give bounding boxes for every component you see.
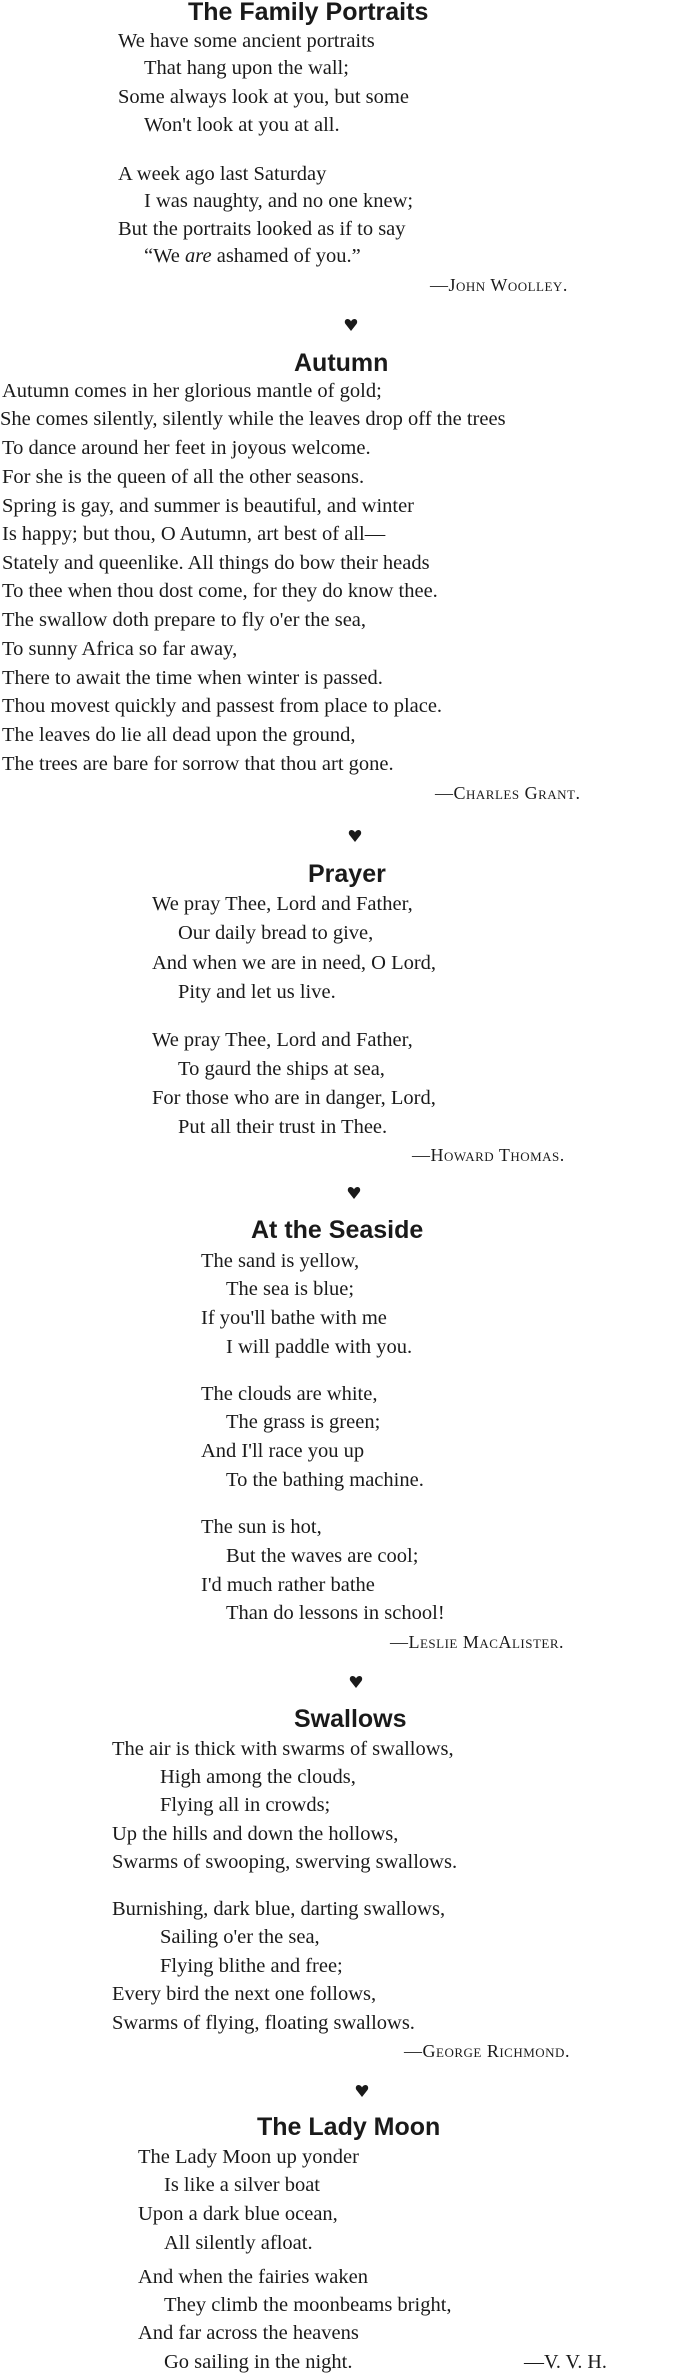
poem-line: The sea is blue; (226, 1278, 355, 1300)
poem-title: Autumn (294, 349, 389, 377)
poem-line: Than do lessons in school! (226, 1602, 445, 1624)
poem-line: She comes silently, silently while the leaves drop off the trees (0, 408, 506, 430)
poem-line: The grass is green; (226, 1411, 381, 1433)
poem-line: That hang upon the wall; (144, 57, 349, 79)
poem-line: We pray Thee, Lord and Father, (152, 893, 413, 915)
poem-line: Spring is gay, and summer is beautiful, and winter (2, 495, 415, 517)
poem-line: And far across the heavens (138, 2322, 359, 2344)
poem-attribution (524, 2349, 607, 2375)
poem-title: Swallows (294, 1705, 407, 1733)
heart-leaf-icon (344, 318, 358, 332)
author-name: —George Richmond. (404, 2041, 570, 2061)
poem-line: Some always look at you, but some (118, 86, 409, 108)
poem-line: They climb the moonbeams bright, (164, 2294, 452, 2316)
poem-line: But the portraits looked as if to say (118, 218, 406, 240)
poem-line: High among the clouds, (160, 1766, 356, 1788)
poem-line: Our daily bread to give, (178, 922, 374, 944)
poem-line: Every bird the next one follows, (112, 1983, 377, 2005)
poem-line: All silently afloat. (164, 2232, 313, 2254)
poem-line: Won't look at you at all. (144, 114, 340, 136)
poem-line: The Lady Moon up yonder (138, 2146, 359, 2168)
poem-line: Burnishing, dark blue, darting swallows, (112, 1898, 446, 1920)
author-name: —Leslie MacAlister. (390, 1632, 564, 1652)
poem-line: The swallow doth prepare to fly o'er the sea, (2, 609, 367, 631)
poem-line: To sunny Africa so far away, (2, 638, 238, 660)
poem-line: I was naughty, and no one knew; (144, 190, 414, 212)
heart-leaf-icon (347, 1186, 361, 1200)
poem-line: The sun is hot, (201, 1516, 322, 1538)
poem-line: Go sailing in the night. (164, 2351, 353, 2373)
poem-line: The air is thick with swarms of swallows, (112, 1738, 454, 1760)
poem-line: I'd much rather bathe (201, 1574, 375, 1596)
poem-line: Is like a silver boat (164, 2174, 320, 2196)
poem-line: And I'll race you up (201, 1440, 365, 1462)
poem-line: To the bathing machine. (226, 1469, 424, 1491)
poem-line: Thou movest quickly and passest from place to place. (2, 695, 443, 717)
poem-line: The trees are bare for sorrow that thou art gone. (2, 753, 394, 775)
poem-line: Swarms of flying, floating swallows. (112, 2012, 415, 2034)
poem-line: I will paddle with you. (226, 1336, 413, 1358)
poem-line: To gaurd the ships at sea, (178, 1058, 385, 1080)
heart-leaf-icon (355, 2084, 369, 2098)
poem-line: And when we are in need, O Lord, (152, 952, 437, 974)
poem-attribution (430, 272, 568, 298)
poem-line: Swarms of swooping, swerving swallows. (112, 1851, 458, 1873)
poem-title: The Lady Moon (257, 2113, 441, 2141)
author-name: —Howard Thomas. (412, 1145, 565, 1165)
heart-leaf-icon (349, 1675, 363, 1689)
poem-line: The clouds are white, (201, 1383, 378, 1405)
poem-attribution (404, 2038, 570, 2064)
author-name: —John Woolley. (430, 275, 568, 295)
poem-attribution (412, 1142, 565, 1168)
poem-line: Put all their trust in Thee. (178, 1116, 388, 1138)
poem-line: Up the hills and down the hollows, (112, 1823, 399, 1845)
heart-leaf-icon (348, 829, 362, 843)
author-name: —Charles Grant. (435, 783, 581, 803)
poem-line: The leaves do lie all dead upon the ground, (2, 724, 356, 746)
poem-line: A week ago last Saturday (118, 163, 327, 185)
poem-line: “We are ashamed of you.” (144, 245, 361, 267)
poem-line: We pray Thee, Lord and Father, (152, 1029, 413, 1051)
poem-line: The sand is yellow, (201, 1250, 360, 1272)
poem-line: Autumn comes in her glorious mantle of gold; (2, 380, 382, 402)
poem-line: For she is the queen of all the other seasons. (2, 466, 365, 488)
poem-line: Sailing o'er the sea, (160, 1926, 320, 1948)
poem-title: Prayer (308, 860, 386, 888)
poem-attribution (390, 1629, 564, 1655)
poem-line: Upon a dark blue ocean, (138, 2203, 338, 2225)
poem-title: The Family Portraits (188, 0, 429, 26)
poem-line: Stately and queenlike. All things do bow their heads (2, 552, 430, 574)
poem-line: Pity and let us live. (178, 981, 336, 1003)
poem-line: To thee when thou dost come, for they do know thee. (2, 580, 438, 602)
poem-line: Is happy; but thou, O Autumn, art best of all— (2, 523, 386, 545)
poem-line: Flying all in crowds; (160, 1794, 331, 1816)
poem-line: To dance around her feet in joyous welcome. (2, 437, 371, 459)
poem-attribution (435, 780, 580, 806)
poem-line: For those who are in danger, Lord, (152, 1087, 436, 1109)
poem-line: But the waves are cool; (226, 1545, 419, 1567)
poem-title: At the Seaside (251, 1216, 424, 1244)
poem-line: There to await the time when winter is passed. (2, 667, 383, 689)
poem-line: Flying blithe and free; (160, 1955, 343, 1977)
poem-line: We have some ancient portraits (118, 30, 375, 52)
poem-line: And when the fairies waken (138, 2266, 368, 2288)
poem-line: If you'll bathe with me (201, 1307, 387, 1329)
author-name: —V. V. H. (524, 2351, 607, 2373)
